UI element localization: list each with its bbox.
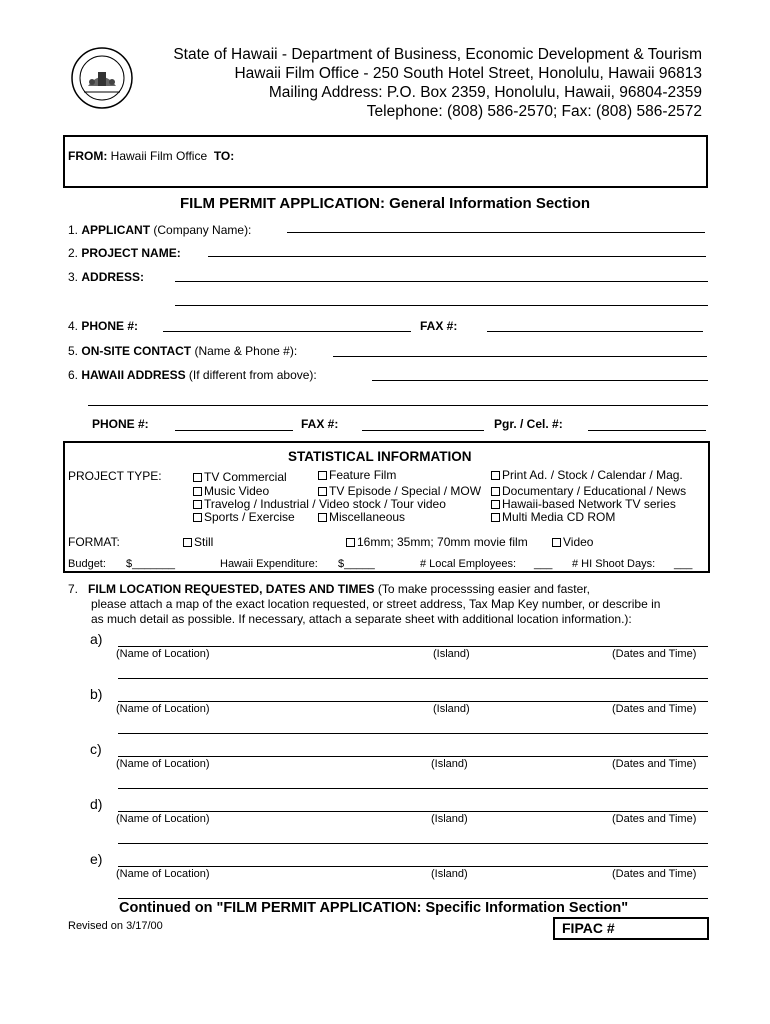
location-d-island-caption: (Island) xyxy=(431,813,468,825)
checkbox-icon xyxy=(183,538,192,547)
field-hawaii-address-label: 6. HAWAII ADDRESS (If different from above): xyxy=(68,368,317,382)
state-seal-image xyxy=(70,46,134,110)
fax2-input-line[interactable] xyxy=(362,430,484,431)
checkbox-sports[interactable]: Sports / Exercise xyxy=(193,510,295,524)
shoot-days-label: # HI Shoot Days: xyxy=(572,558,656,570)
revised-date: Revised on 3/17/00 xyxy=(68,920,163,932)
checkbox-travelog[interactable]: Travelog / Industrial / Video stock / Tour video xyxy=(193,497,446,511)
checkbox-documentary[interactable]: Documentary / Educational / News xyxy=(491,484,686,498)
location-b-dates-caption: (Dates and Time) xyxy=(612,703,697,715)
checkbox-icon xyxy=(318,487,327,496)
location-c-island-caption: (Island) xyxy=(431,758,468,770)
checkbox-video[interactable]: Video xyxy=(552,535,593,549)
checkbox-icon xyxy=(193,487,202,496)
form-title: FILM PERMIT APPLICATION: General Information Section xyxy=(180,195,591,212)
format-label: FORMAT: xyxy=(68,535,120,549)
checkbox-icon xyxy=(346,538,355,547)
checkbox-tv-commercial[interactable]: TV Commercial xyxy=(193,470,287,484)
location-c-dates-caption: (Dates and Time) xyxy=(612,758,697,770)
checkbox-icon xyxy=(318,513,327,522)
location-a-extra-line[interactable] xyxy=(118,678,708,679)
location-c-name-caption: (Name of Location) xyxy=(116,758,210,770)
checkbox-icon xyxy=(193,500,202,509)
location-letter-e: e) xyxy=(90,851,103,867)
checkbox-icon xyxy=(491,471,500,480)
location-b-input-line[interactable] xyxy=(118,701,708,702)
header-line-2: Hawaii Film Office - 250 South Hotel Street, Honolulu, Hawaii 96813 xyxy=(234,65,702,82)
header-line-1: State of Hawaii - Department of Business, Economic Development & Tourism xyxy=(173,46,702,63)
checkbox-tv-episode[interactable]: TV Episode / Special / MOW xyxy=(318,484,481,498)
pager-cell-input-line[interactable] xyxy=(588,430,706,431)
checkbox-multimedia[interactable]: Multi Media CD ROM xyxy=(491,510,615,524)
checkbox-print-ad[interactable]: Print Ad. / Stock / Calendar / Mag. xyxy=(491,468,683,482)
section7-line-3: as much detail as possible. If necessary, attach a separate sheet with additional location information.): xyxy=(91,612,632,626)
checkbox-icon xyxy=(193,473,202,482)
location-a-name-caption: (Name of Location) xyxy=(116,648,210,660)
checkbox-icon xyxy=(491,513,500,522)
hi-expenditure-label: Hawaii Expenditure: xyxy=(220,558,318,570)
budget-value[interactable]: $_______ xyxy=(126,558,175,570)
fipac-label: FIPAC # xyxy=(562,920,615,936)
location-d-extra-line[interactable] xyxy=(118,843,708,844)
location-e-input-line[interactable] xyxy=(118,866,708,867)
location-b-island-caption: (Island) xyxy=(433,703,470,715)
location-a-island-caption: (Island) xyxy=(433,648,470,660)
address-input-line-1[interactable] xyxy=(175,281,708,282)
pager-cell-label: Pgr. / Cel. #: xyxy=(494,417,563,431)
location-b-extra-line[interactable] xyxy=(118,733,708,734)
address-input-line-2[interactable] xyxy=(175,305,708,306)
location-b-name-caption: (Name of Location) xyxy=(116,703,210,715)
section7-line-2: please attach a map of the exact location requested, or street address, Tax Map Key number, or describe in xyxy=(91,597,661,611)
field-phone-label: 4. PHONE #: xyxy=(68,319,139,333)
project-type-label: PROJECT TYPE: xyxy=(68,469,162,483)
checkbox-icon xyxy=(552,538,561,547)
location-letter-c: c) xyxy=(90,741,102,757)
checkbox-miscellaneous[interactable]: Miscellaneous xyxy=(318,510,405,524)
location-d-dates-caption: (Dates and Time) xyxy=(612,813,697,825)
location-e-island-caption: (Island) xyxy=(431,868,468,880)
checkbox-hawaii-network[interactable]: Hawaii-based Network TV series xyxy=(491,497,676,511)
hawaii-address-input-line-1[interactable] xyxy=(372,380,708,381)
hi-expenditure-value[interactable]: $_____ xyxy=(338,558,375,570)
phone2-label: PHONE #: xyxy=(92,417,149,431)
header-line-4: Telephone: (808) 586-2570; Fax: (808) 586-2572 xyxy=(366,103,702,120)
location-e-dates-caption: (Dates and Time) xyxy=(612,868,697,880)
phone-input-line[interactable] xyxy=(163,331,411,332)
applicant-input-line[interactable] xyxy=(287,232,705,233)
hawaii-address-input-line-2[interactable] xyxy=(88,405,708,406)
fax-label: FAX #: xyxy=(420,319,458,333)
checkbox-icon xyxy=(491,487,500,496)
checkbox-music-video[interactable]: Music Video xyxy=(193,484,269,498)
field-address-label: 3. ADDRESS: xyxy=(68,270,145,284)
checkbox-feature-film[interactable]: Feature Film xyxy=(318,468,396,482)
location-d-name-caption: (Name of Location) xyxy=(116,813,210,825)
location-a-input-line[interactable] xyxy=(118,646,708,647)
location-letter-b: b) xyxy=(90,686,103,702)
location-d-input-line[interactable] xyxy=(118,811,708,812)
location-e-extra-line[interactable] xyxy=(118,898,708,899)
onsite-contact-input-line[interactable] xyxy=(333,356,707,357)
local-employees-label: # Local Employees: xyxy=(420,558,516,570)
checkbox-icon xyxy=(318,471,327,480)
location-c-extra-line[interactable] xyxy=(118,788,708,789)
shoot-days-value[interactable]: ___ xyxy=(674,558,693,570)
budget-label: Budget: xyxy=(68,558,106,570)
local-employees-value[interactable]: ___ xyxy=(534,558,553,570)
location-letter-d: d) xyxy=(90,796,103,812)
project-name-input-line[interactable] xyxy=(208,256,706,257)
header-line-3: Mailing Address: P.O. Box 2359, Honolulu, Hawaii, 96804-2359 xyxy=(268,84,702,101)
field-applicant-label: 1. APPLICANT (Company Name): xyxy=(68,223,252,237)
checkbox-movie-film[interactable]: 16mm; 35mm; 70mm movie film xyxy=(346,535,528,549)
location-letter-a: a) xyxy=(90,631,103,647)
field-onsite-contact-label: 5. ON-SITE CONTACT (Name & Phone #): xyxy=(68,344,298,358)
checkbox-still[interactable]: Still xyxy=(183,535,213,549)
location-c-input-line[interactable] xyxy=(118,756,708,757)
phone2-input-line[interactable] xyxy=(175,430,293,431)
checkbox-icon xyxy=(491,500,500,509)
checkbox-icon xyxy=(193,513,202,522)
to-label: TO: xyxy=(213,149,235,163)
location-a-dates-caption: (Dates and Time) xyxy=(612,648,697,660)
from-label: FROM: xyxy=(68,149,108,163)
fax-input-line[interactable] xyxy=(487,331,703,332)
section7-line-1: 7. FILM LOCATION REQUESTED, DATES AND TIMES (To make processsing easier and faster, xyxy=(68,582,590,596)
from-row xyxy=(68,149,234,163)
from-value: Hawaii Film Office xyxy=(110,149,208,163)
location-e-name-caption: (Name of Location) xyxy=(116,868,210,880)
stats-title: STATISTICAL INFORMATION xyxy=(288,449,472,464)
field-project-name-label: 2. PROJECT NAME: xyxy=(68,246,181,260)
fax2-label: FAX #: xyxy=(301,417,339,431)
continued-note: Continued on "FILM PERMIT APPLICATION: Specific Information Section" xyxy=(119,900,629,916)
